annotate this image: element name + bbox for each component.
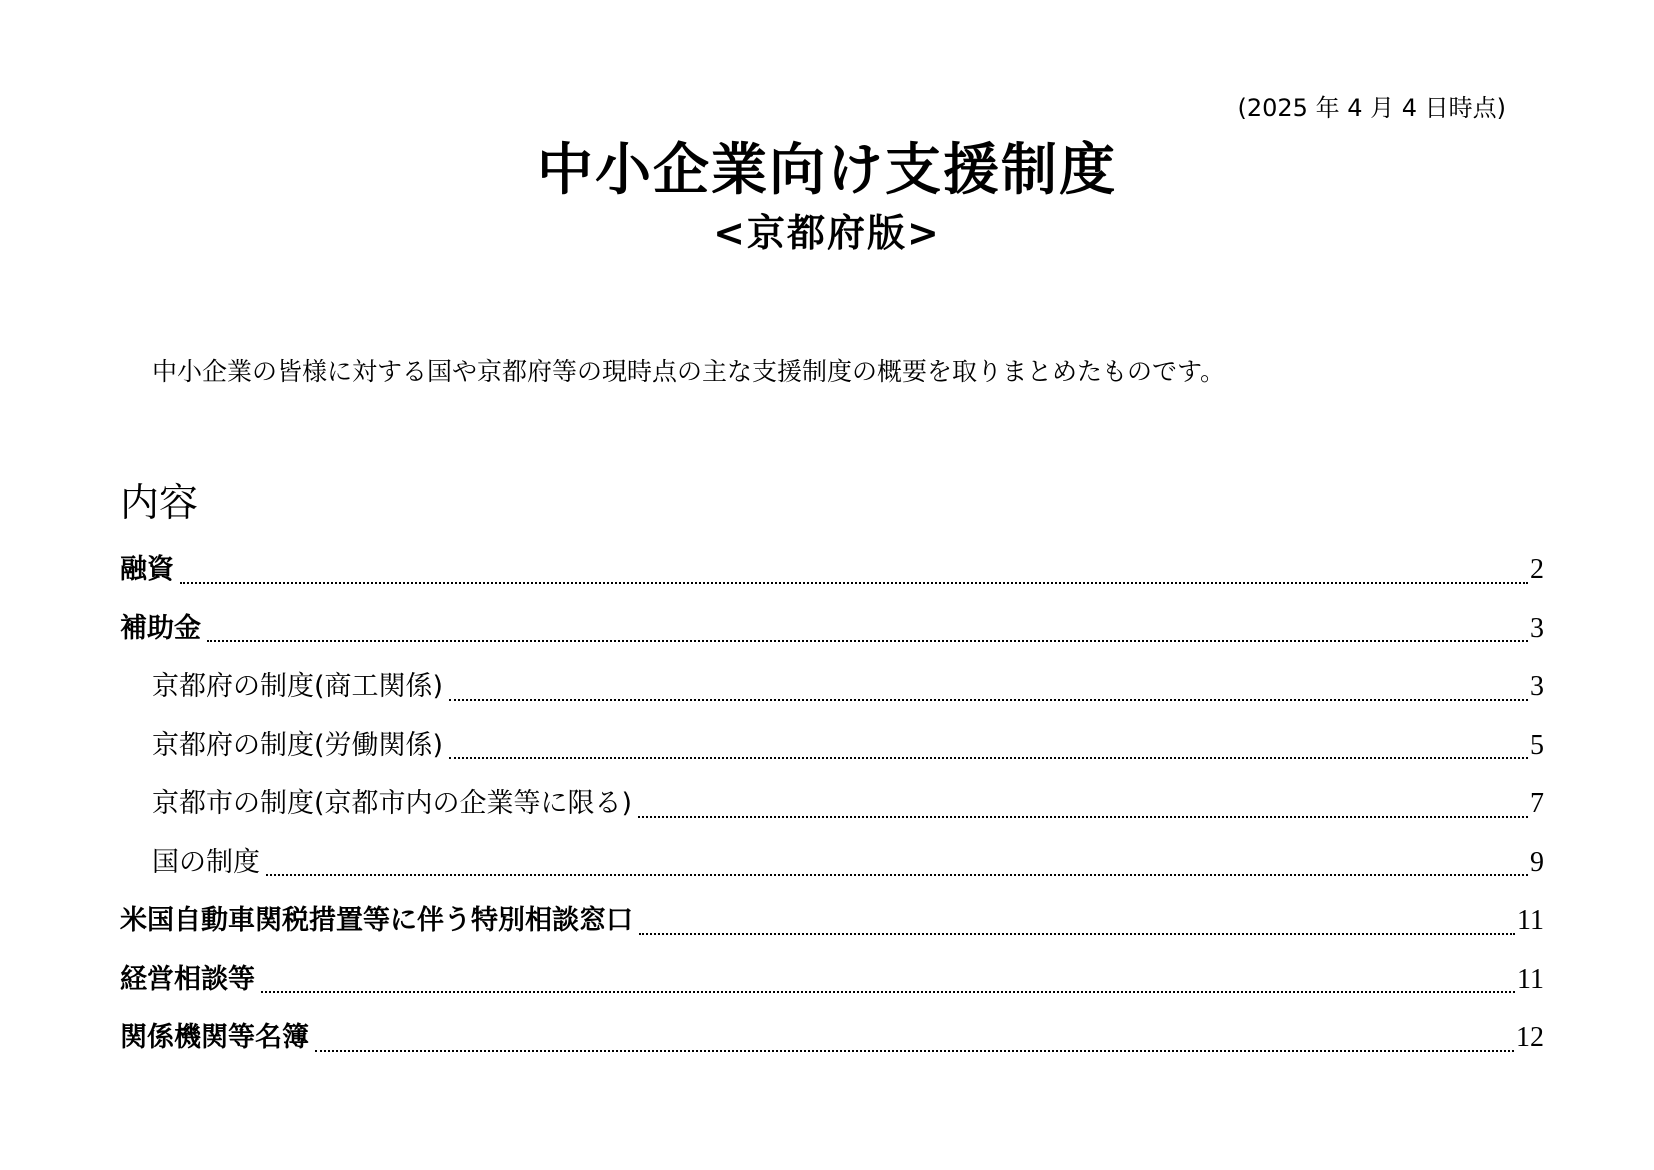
- toc-leader-dots: [207, 640, 1528, 642]
- toc-entry-page: 2: [1530, 554, 1544, 585]
- toc-leader-dots: [449, 757, 1528, 759]
- toc-entry-national[interactable]: [120, 840, 1544, 899]
- toc-entry-label: 関係機関等名簿: [120, 1022, 309, 1053]
- toc-entry-label: 京都市の制度(京都市内の企業等に限る): [152, 788, 633, 819]
- toc-heading: 内容: [120, 481, 199, 526]
- toc-entry-page: 11: [1517, 963, 1544, 995]
- toc-entry-page: 12: [1516, 1022, 1544, 1053]
- toc-leader-dots: [638, 816, 1528, 818]
- toc-leader-dots: [639, 933, 1515, 935]
- toc-entry-subsidies[interactable]: [120, 606, 1544, 665]
- toc-entry-management-consultation[interactable]: [120, 957, 1544, 1016]
- toc-leader-dots: [266, 874, 1528, 876]
- toc-entry-label: 京都府の制度(労働関係): [152, 729, 444, 761]
- toc-entry-page: 11: [1517, 905, 1544, 936]
- toc-leader-dots: [261, 991, 1515, 993]
- toc-entry-page: 3: [1530, 612, 1544, 644]
- toc-entry-kyoto-pref-labor[interactable]: [120, 723, 1544, 782]
- toc-leader-dots: [180, 582, 1528, 584]
- toc-entry-kyoto-pref-commerce[interactable]: [120, 664, 1544, 723]
- table-of-contents: [120, 547, 1544, 1074]
- toc-entry-label: 補助金: [120, 612, 201, 644]
- toc-entry-label: 融資: [120, 554, 174, 585]
- toc-entry-label: 国の制度: [152, 846, 260, 878]
- toc-entry-tariff-consultation[interactable]: [120, 898, 1544, 957]
- toc-entry-directory[interactable]: [120, 1015, 1544, 1074]
- toc-entry-page: 7: [1530, 788, 1544, 819]
- toc-leader-dots: [315, 1050, 1514, 1052]
- toc-leader-dots: [449, 699, 1528, 701]
- toc-entry-loans[interactable]: [120, 547, 1544, 606]
- toc-entry-page: 9: [1530, 846, 1544, 878]
- page-title: 中小企業向け支援制度: [537, 138, 1117, 203]
- date-note: (2025 年 4 月 4 日時点): [1237, 94, 1506, 122]
- page-subtitle: <京都府版>: [713, 211, 941, 255]
- toc-entry-label: 米国自動車関税措置等に伴う特別相談窓口: [120, 905, 633, 936]
- toc-entry-label: 経営相談等: [120, 963, 255, 995]
- toc-entry-page: 3: [1530, 671, 1544, 702]
- toc-entry-label: 京都府の制度(商工関係): [152, 671, 444, 702]
- toc-entry-page: 5: [1530, 729, 1544, 761]
- intro-text: 中小企業の皆様に対する国や京都府等の現時点の主な支援制度の概要を取りまとめたものです。: [152, 357, 1226, 386]
- toc-entry-kyoto-city[interactable]: [120, 781, 1544, 840]
